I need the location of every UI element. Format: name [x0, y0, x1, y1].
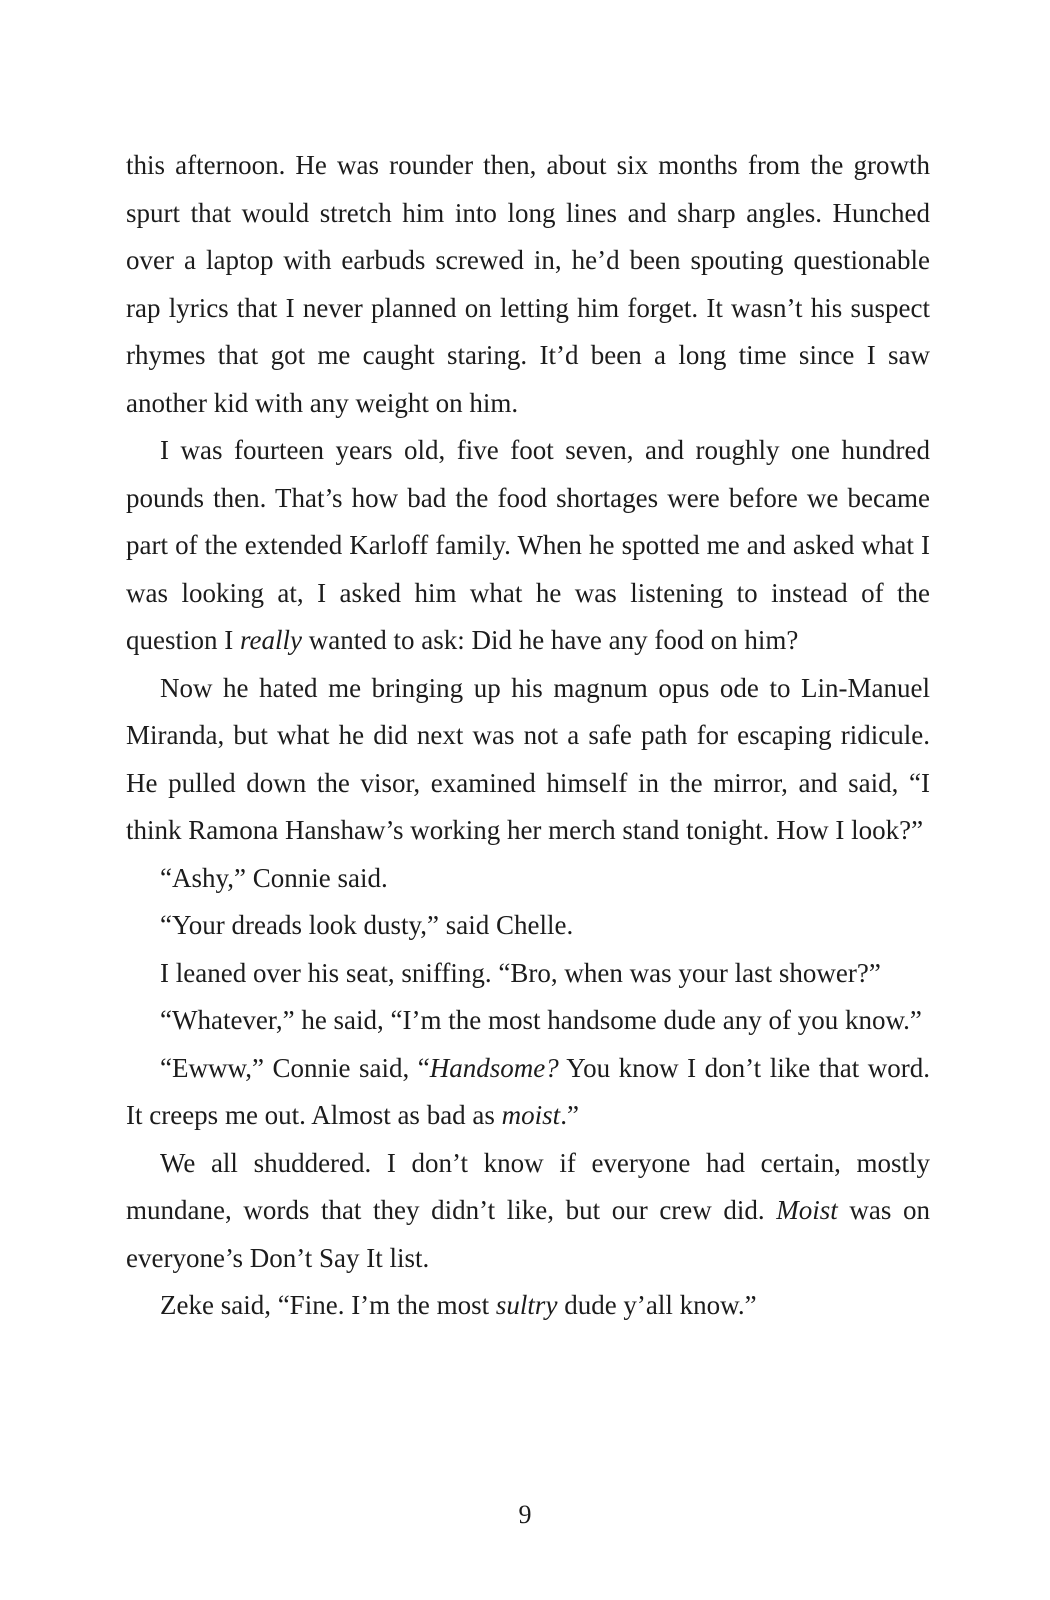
paragraph: [126, 1140, 930, 1283]
paragraph: [126, 855, 930, 903]
paragraph: [126, 902, 930, 950]
paragraph: [126, 427, 930, 665]
text-run: wanted to ask: Did he have any food on him?: [301, 625, 799, 655]
text-run: “Ashy,” Connie said.: [160, 862, 388, 893]
text-run: Now he hated me bringing up his magnum opus ode to Lin-Manuel Miranda, but what he did next was not a safe path for escaping ridicule. He pulled down the visor, examined himself in the mirror, and said, “I think Ramona Hanshaw’s working her merch stand tonight. How I look?”: [126, 672, 930, 845]
paragraph: [126, 950, 930, 998]
paragraph: [126, 997, 930, 1045]
italic-text: really: [240, 625, 302, 655]
italic-text: Moist: [776, 1195, 838, 1225]
page-number: 9: [518, 1500, 532, 1529]
italic-text: sultry: [495, 1290, 558, 1320]
text-run: We all shuddered. I don’t know if everyone had certain, mostly mundane, words that they didn’t like, but our crew did.: [126, 1147, 930, 1225]
italic-text: Handsome?: [429, 1052, 559, 1083]
text-run: .”: [560, 1100, 579, 1130]
text-run: I leaned over his seat, sniffing. “Bro, when was your last shower?”: [160, 957, 881, 988]
text-run: dude y’all know.”: [557, 1290, 757, 1320]
text-run: I was fourteen years old, five foot seven, and roughly one hundred pounds then. That’s how bad the food shortages were before we became part of the extended Karloff family. When he spotted me and asked what I was looking at, I asked him what he was listening to instead of the question I: [126, 435, 930, 655]
text-run: “Ewww,” Connie said, “: [160, 1052, 430, 1083]
body-text: [126, 142, 930, 1330]
paragraph: [126, 142, 930, 427]
text-run: this afternoon. He was rounder then, about six months from the growth spurt that would stretch him into long lines and sharp angles. Hunched over a laptop with earbuds screwed in, he’d been spouting questionable rap lyrics that I never planned on letting him forget. It wasn’t his suspect rhymes that got me caught staring. It’d been a long time since I saw another kid with any weight on him.: [126, 150, 930, 418]
text-run: “Your dreads look dusty,” said Chelle.: [160, 910, 574, 940]
paragraph: [126, 1282, 930, 1330]
text-run: “Whatever,” he said, “I’m the most handsome dude any of you know.”: [160, 1005, 922, 1035]
paragraph: [126, 1045, 930, 1140]
text-run: You know I don’t like that word. It creeps me out. Almost as bad as: [126, 1052, 930, 1130]
italic-text: moist: [501, 1100, 561, 1130]
text-run: Zeke said, “Fine. I’m the most: [160, 1290, 496, 1320]
paragraph: [126, 665, 930, 855]
text-run: was on everyone’s Don’t Say It list.: [126, 1195, 930, 1273]
